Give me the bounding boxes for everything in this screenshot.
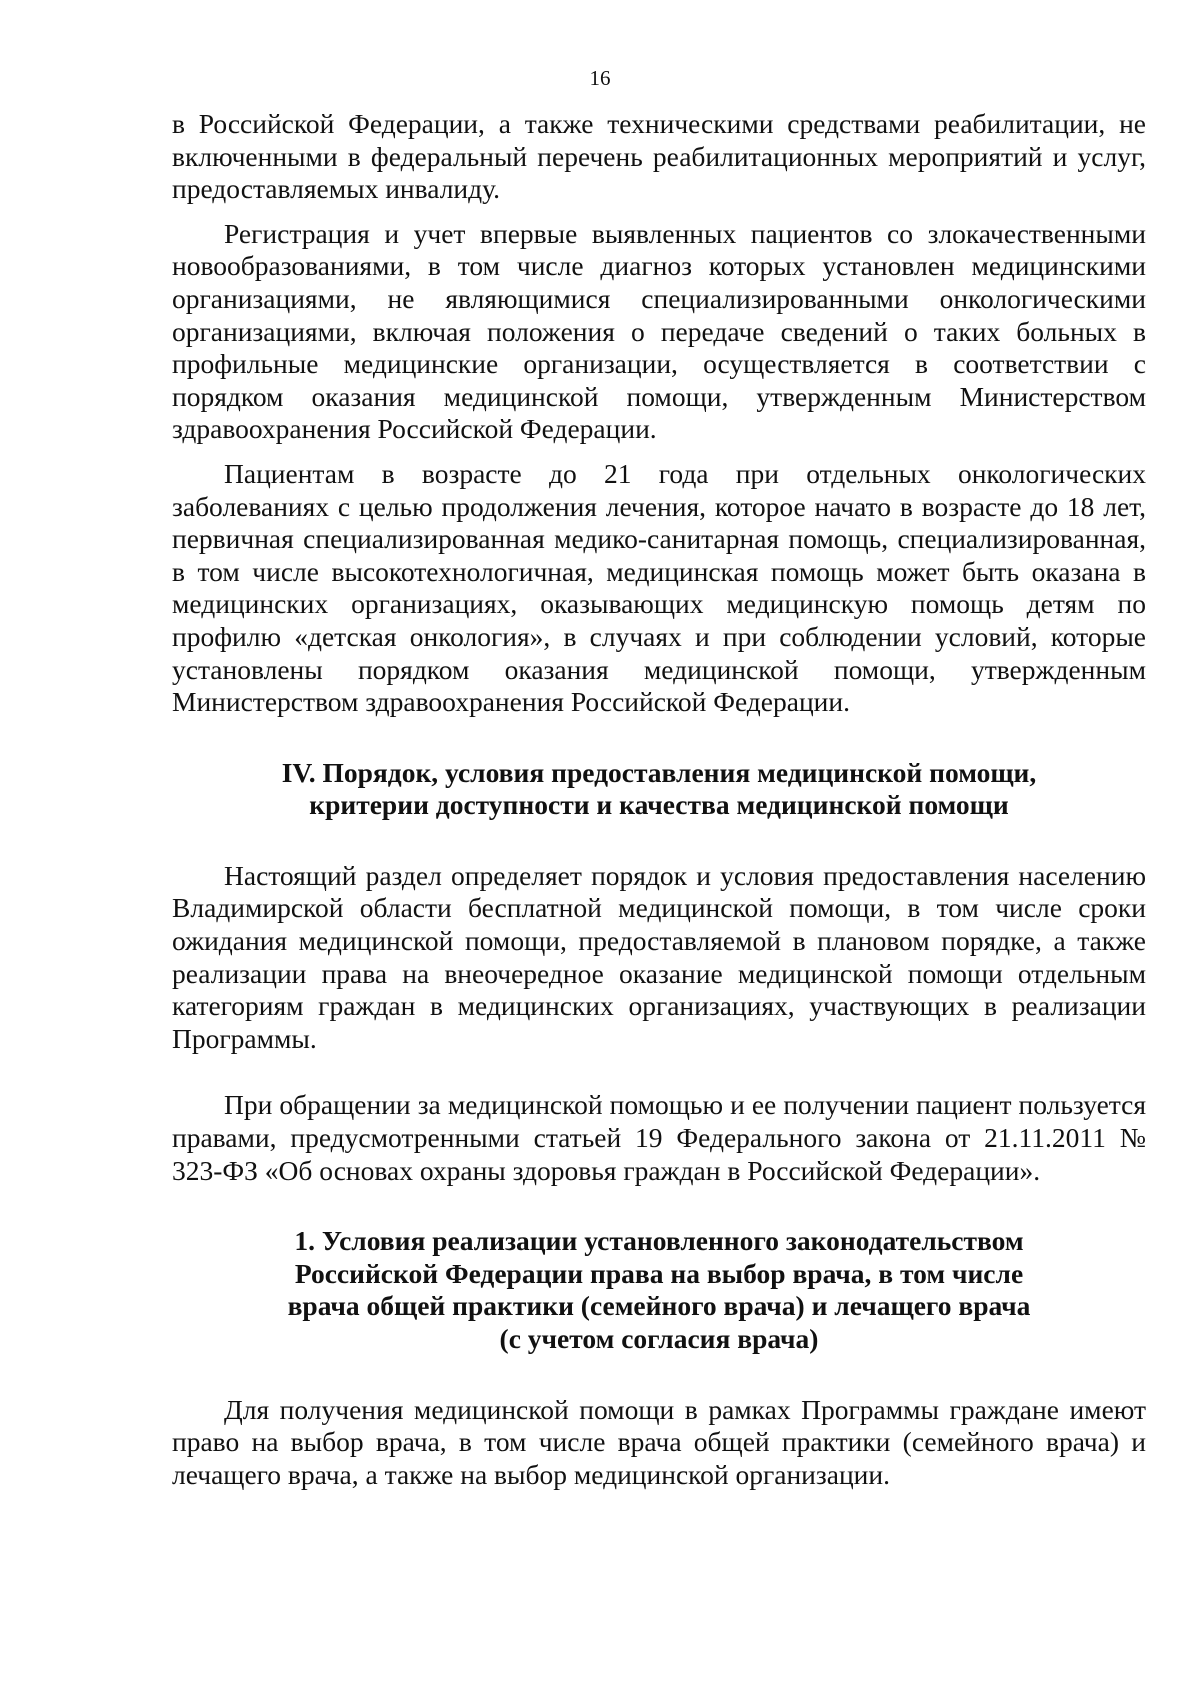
subsection-1-heading	[172, 1225, 1146, 1355]
document-body	[172, 108, 1146, 1491]
paragraph-patients-under-21: Пациентам в возрасте до 21 года при отдельных онкологических заболеваниях с целью продолжения лечения, которое начато в возрасте до 18 лет, первичная специализированная медико-санитарная помощь, специализированная, в том числе высокотехнологичная, медицинская помощь может быть оказана в медицинских организациях, оказывающих медицинскую помощь детям по профилю «детская онкология», в случаях и при соблюдении условий, которые установлены порядком оказания медицинской помощи, утвержденным Министерством здравоохранения Российской Федерации.	[172, 457, 1146, 718]
subsection-1-heading-line: врача общей практики (семейного врача) и лечащего врача	[287, 1290, 1031, 1322]
subsection-1-heading-line: (с учетом согласия врача)	[499, 1323, 819, 1354]
paragraph-continuation: в Российской Федерации, а также техническими средствами реабилитации, не включенными в федеральный перечень реабилитационных мероприятий и услуг, предоставляемых инвалиду.	[172, 108, 1146, 205]
paragraph-section-scope: Настоящий раздел определяет порядок и условия предоставления населению Владимирской области бесплатной медицинской помощи, в том числе сроки ожидания медицинской помощи, предоставляемой в плановом порядке, а также реализации права на внеочередное оказание медицинской помощи отдельным категориям граждан в медицинских организациях, участвующих в реализации Программы.	[172, 859, 1146, 1054]
section-iv-heading	[172, 757, 1146, 822]
page-number: 16	[589, 66, 611, 90]
paragraph-registration: Регистрация и учет впервые выявленных пациентов со злокачественными новообразованиями, в том числе диагноз которых установлен медицинскими организациями, не являющимися специализированными онкологическими организациями, включая положения о передаче сведений о таких больных в профильные медицинские организации, осуществляется в соответствии с порядком оказания медицинской помощи, утвержденным Министерством здравоохранения Российской Федерации.	[172, 217, 1146, 445]
subsection-1-heading-line: 1. Условия реализации установленного законодательством	[294, 1225, 1024, 1257]
paragraph-choice-of-doctor: Для получения медицинской помощи в рамках Программы граждане имеют право на выбор врача, в том числе врача общей практики (семейного врача) и лечащего врача, а также на выбор медицинской организации.	[172, 1393, 1146, 1490]
section-iv-heading-line: IV. Порядок, условия предоставления медицинской помощи,	[281, 756, 1037, 788]
subsection-1-heading-line: Российской Федерации права на выбор врача, в том числе	[294, 1257, 1024, 1289]
section-iv-heading-line: критерии доступности и качества медицинской помощи	[309, 789, 1009, 821]
paragraph-patient-rights: При обращении за медицинской помощью и ее получении пациент пользуется правами, предусмотренными статьей 19 Федерального закона от 21.11.2011 № 323-ФЗ «Об основах охраны здоровья граждан в Российской Федерации».	[172, 1089, 1146, 1186]
